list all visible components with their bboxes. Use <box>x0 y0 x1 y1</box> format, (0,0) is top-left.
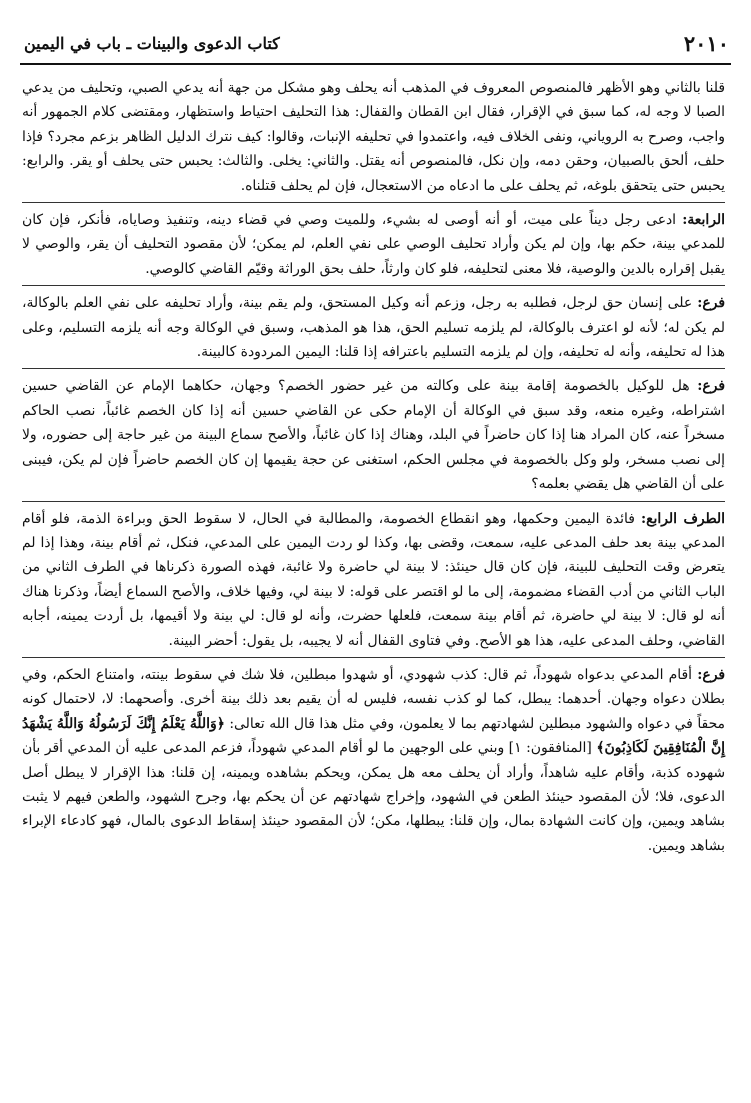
page-number: ٢٠١٠ <box>683 30 729 56</box>
section-label: فرع: <box>697 295 725 312</box>
paragraph-text: هل للوكيل بالخصومة إقامة بينة على وكالته من غير حضور الخصم؟ وجهان، حكاهما الإمام عن القاضي حسين اشتراطه، وغيره منعه، وقد سبق في الوكالة أن الإمام حكى عن القاضي حسين أنه إذا كان الخصم غائباً، نصب الحاكم مسخراً عنه، كان المراد هنا إذا كان حاضراً في البلد، وهناك إذا كان غائباً، والأصح سماع البينة من غير حاجة إلى حضوره، ولا إلى نصب مسخر، ولو وكل بالخصومة في مجلس الحكم، استغنى عن حجة يقيمها إن كان الخصم حاضراً فإن لم يكن، فيبنى على أن القاضي هل يقضي بعلمه؟ <box>22 378 725 493</box>
paragraph-branch-witnesses <box>22 663 725 858</box>
paragraph-text: على إنسان حق لرجل، فطلبه به رجل، وزعم أنه وكيل المستحق، ولم يقم بينة، وأراد تحليفه على نفي العلم بالوكالة، لم يكن له؛ لأنه لو اعترف بالوكالة، لم يلزمه تسليم الحق، هذا هو المذهب، وسبق في الوكالة وجه أنه يلزمه التسليم، وعلى هذا له تحليفه، وأنه له تحليفه، وإن لم يلزمه التسليم باعترافه إذا قلنا: اليمين المردودة كالبينة. <box>22 295 725 361</box>
section-label: الرابعة: <box>682 212 725 229</box>
paragraph-fourth <box>22 208 725 281</box>
paragraph-fourth-part <box>22 507 725 653</box>
header-rule <box>20 63 731 65</box>
paragraph-text: فائدة اليمين وحكمها، وهو انقطاع الخصومة، والمطالبة في الحال، لا سقوط الحق وبراءة الذمة، فلو أقام المدعي بينة بعد حلف المدعى عليه، سمعت، وقضى بها، وكذا لو ردت اليمين على المدعي، فنكل، ثم أقام بينة، وهذا إذا لم يتعرض وقت التحليف للبينة، فإن كان قال حينئذ: لا بينة لي حاضرة ولا غائبة، فهذه الصورة ذكرناها في الطرف الثاني من الباب الثاني من أدب القضاء مضمومة، إلى ما لو اقتصر على قوله: لا بينة لي، وفيها خلاف، والأصح السماع أيضاً، وذكرنا هناك أنه لو قال: لا بينة لي حاضرة، ثم أقام بينة سمعت، فلعلها حضرت، وأنه لو قال: لي بينة ولا أقيمها، بل أردت يمينه، أجابه القاضي، وحلف المدعى عليه، هذا هو الأصح. وفي فتاوى القفال أنه لا يجيبه، بل يقول: أحضر البينة. <box>22 510 725 649</box>
paragraph-text: قلنا بالثاني وهو الأظهر فالمنصوص المعروف في المذهب أنه يحلف وهو مشكل من جهة أنه يدعي الصبي، وتحليف من يدعي الصبا لا وجه له، كما سبق في الإقرار، فقال ابن القطان والقفال: هذا التحليف احتياط واستظهار، ومقتضى كلام الجمهور أنه واجب، وصرح به الروياني، ونفى الخلاف فيه، واعتمدوا في تحليفه الإنبات، وقالوا: كيف نترك الدليل الظاهر بزعم مجرد؟ فإذا حلف، ألحق بالصبيان، وحقن دمه، وإن نكل، فالمنصوص أنه يقتل. والثاني: يخلى. والثالث: يحبس حتى يحلف أو يقر. والرابع: يحبس حتى يتحقق بلوغه، ثم يحلف على ما ادعاه من الاستعجال، فإن لم يحلف قتلناه. <box>22 80 725 194</box>
section-divider <box>22 501 725 502</box>
paragraph-text: ادعى رجل ديناً على ميت، أو أنه أوصى له بشيء، وللميت وصي في قضاء دينه، وتنفيذ وصاياه، فأنكر، فإن كان للمدعي بينة، حكم بها، وإن لم يكن وأراد تحليف الوصي على نفي العلم، لم يمكن؛ لأن مقصود التحليف أن يقر، والوصي لا يقبل إقراره بالدين والوصية، فلا معنى لتحليفه، فلو كان وارثاً، حلف بحق الوراثة وقيّم القاضي كالوصي. <box>22 212 725 277</box>
section-label: فرع: <box>697 378 725 395</box>
page-header <box>24 28 729 58</box>
paragraph-branch-evidence <box>22 374 725 496</box>
paragraph-text: أقام المدعي بدعواه شهوداً، ثم قال: كذب شهودي، أو شهدوا مبطلين، فلا شك في سقوط بينته، وامتناع الحكم، وفي بطلان دعواه وجهان. أحدهما: يبطل، كما لو كذب نفسه، فليس له أن يقيم بعد ذلك بينة أخرى. وأصحهما: لا، لاحتمال كونه محقاً في دعواه والشهود مبطلين لشهادتهم بما لا يعلمون، وفي مثل هذا قال الله تعالى: <box>22 666 725 732</box>
section-label: فرع: <box>697 666 726 683</box>
section-label: الطرف الرابع: <box>640 510 725 527</box>
paragraph-continuation <box>22 76 725 198</box>
section-divider <box>22 657 725 658</box>
section-divider <box>22 202 725 203</box>
section-divider <box>22 368 725 369</box>
running-title: كتاب الدعوى والبينات ـ باب في اليمين <box>24 33 280 53</box>
paragraph-branch-agent <box>22 291 725 364</box>
page-body <box>22 76 725 858</box>
section-divider <box>22 285 725 286</box>
quran-verse: ﴿وَاللَّهُ يَعْلَمُ إِنَّكَ لَرَسُولُهُ وَاللَّهُ يَشْهَدُ إِنَّ الْمُنَافِقِينَ لَكَاذِبُونَ﴾ <box>22 715 726 757</box>
paragraph-text-after: [المنافقون: ١] وبني على الوجهين ما لو أقام المدعي شهوداً، فزعم المدعى عليه أن المدعي أقر بأن شهوده كذبة، وأقام عليه شاهداً، وأراد أن يحلف معه هل يمكن، ويحكم بشاهده ويمينه، إن قلنا: هذا الإقرار لا يبطل أصل الدعوى، فلا؛ لأن المقصود حينئذ الطعن في الشهود، وإخراج شهادتهم عن أن يحكم بها، وجرح الشهود، والطعن فيهم لا يثبت بشاهد ويمين، وإن كانت الشهادة بمال، وإن قلنا: يبطلها، مكن؛ لأن المقصود حينئذ إسقاط الدعوى بالمال، فهو كادعاء الإبراء بشاهد ويمين. <box>22 740 725 854</box>
